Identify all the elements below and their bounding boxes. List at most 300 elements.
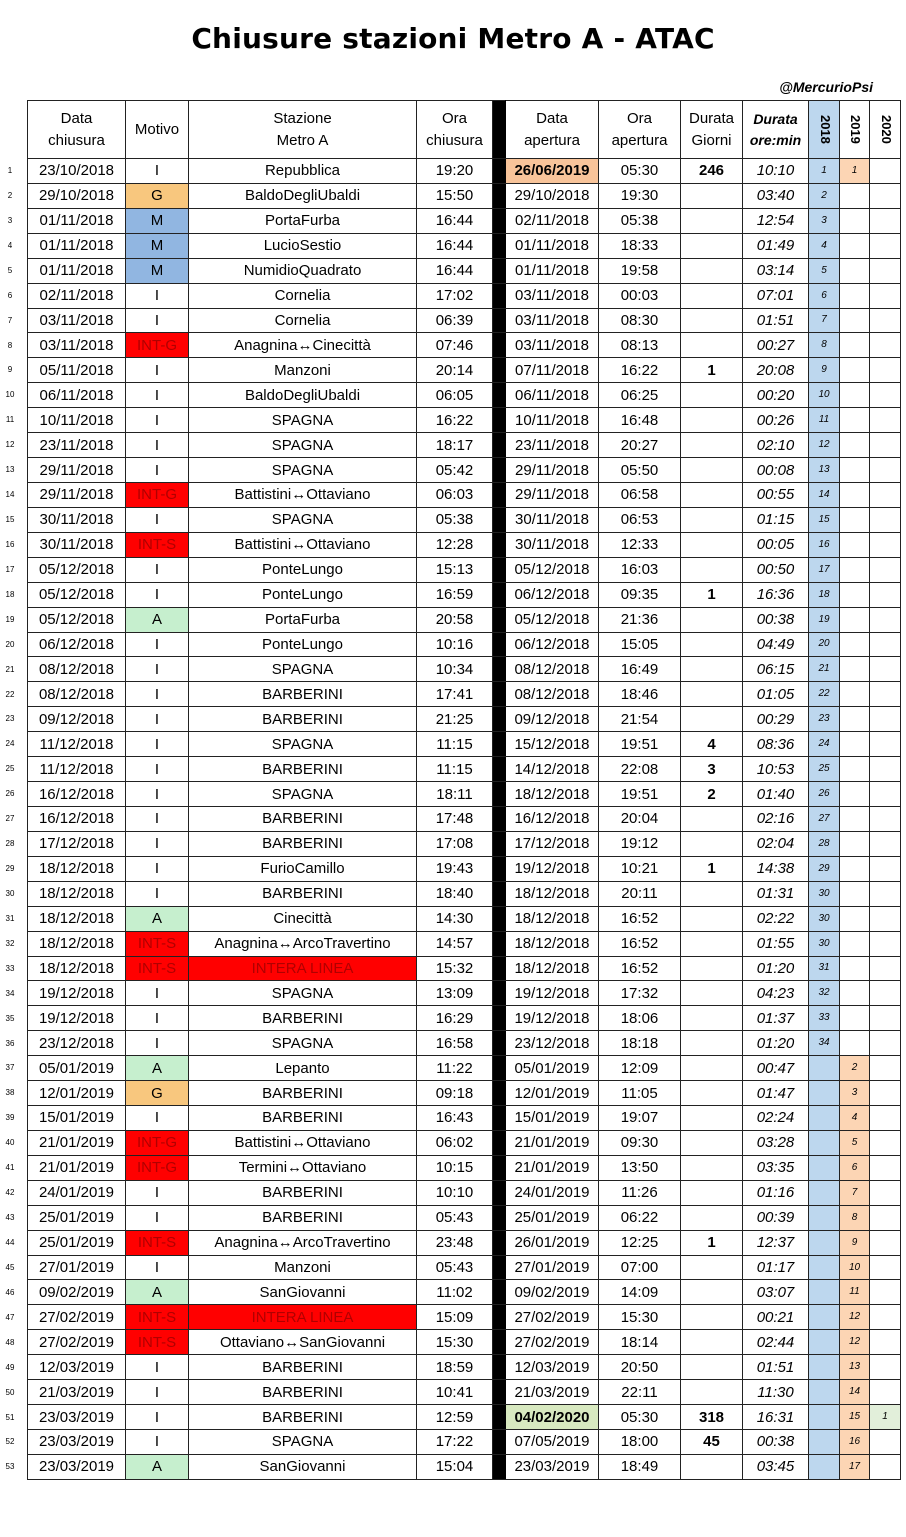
row-number: 37 bbox=[5, 1063, 15, 1073]
duration-hours-cell: 03:28 bbox=[743, 1130, 809, 1155]
column-separator bbox=[493, 1106, 506, 1131]
opening-time-cell: 18:06 bbox=[599, 1006, 681, 1031]
duration-days-cell bbox=[681, 1056, 743, 1081]
count-2019-cell: 11 bbox=[840, 1280, 870, 1305]
count-2020-cell bbox=[870, 1056, 901, 1081]
table-row bbox=[28, 1230, 901, 1255]
closing-date-cell: 18/12/2018 bbox=[28, 956, 126, 981]
opening-time-cell: 11:05 bbox=[599, 1081, 681, 1106]
count-2019-cell bbox=[840, 258, 870, 283]
table-row bbox=[28, 906, 901, 931]
count-2019-cell bbox=[840, 782, 870, 807]
closing-time-cell: 17:41 bbox=[417, 682, 493, 707]
row-number: 51 bbox=[5, 1412, 15, 1422]
station-cell: BARBERINI bbox=[189, 1081, 417, 1106]
closing-date-cell: 03/11/2018 bbox=[28, 308, 126, 333]
count-2019-cell bbox=[840, 358, 870, 383]
table-row bbox=[28, 1255, 901, 1280]
count-2019-cell: 12 bbox=[840, 1305, 870, 1330]
count-2019-cell bbox=[840, 757, 870, 782]
author-credit: @MercurioPsi bbox=[779, 79, 873, 95]
reason-cell: I bbox=[126, 1430, 189, 1455]
closing-time-cell: 18:59 bbox=[417, 1355, 493, 1380]
header-data-apertura: Data apertura bbox=[506, 101, 599, 159]
opening-time-cell: 16:49 bbox=[599, 657, 681, 682]
closing-date-cell: 19/12/2018 bbox=[28, 981, 126, 1006]
column-separator bbox=[493, 1405, 506, 1430]
count-2018-cell: 23 bbox=[809, 707, 840, 732]
count-2018-cell: 1 bbox=[809, 159, 840, 184]
column-separator bbox=[493, 183, 506, 208]
opening-date-cell: 17/12/2018 bbox=[506, 831, 599, 856]
column-separator bbox=[493, 1355, 506, 1380]
column-separator bbox=[493, 208, 506, 233]
column-separator bbox=[493, 1081, 506, 1106]
table-row bbox=[28, 1081, 901, 1106]
count-2019-cell: 9 bbox=[840, 1230, 870, 1255]
opening-date-cell: 18/12/2018 bbox=[506, 906, 599, 931]
table-row bbox=[28, 1155, 901, 1180]
opening-date-cell: 08/12/2018 bbox=[506, 682, 599, 707]
count-2019-cell bbox=[840, 881, 870, 906]
row-number: 24 bbox=[5, 739, 15, 749]
count-2018-cell: 17 bbox=[809, 557, 840, 582]
column-separator bbox=[493, 806, 506, 831]
opening-date-cell: 12/01/2019 bbox=[506, 1081, 599, 1106]
column-separator bbox=[493, 507, 506, 532]
opening-date-cell: 23/11/2018 bbox=[506, 433, 599, 458]
closing-date-cell: 15/01/2019 bbox=[28, 1106, 126, 1131]
closing-time-cell: 15:09 bbox=[417, 1305, 493, 1330]
closing-date-cell: 30/11/2018 bbox=[28, 532, 126, 557]
opening-date-cell: 12/03/2019 bbox=[506, 1355, 599, 1380]
opening-date-cell: 05/01/2019 bbox=[506, 1056, 599, 1081]
reason-cell: I bbox=[126, 782, 189, 807]
table-row bbox=[28, 682, 901, 707]
duration-hours-cell: 00:05 bbox=[743, 532, 809, 557]
opening-time-cell: 09:35 bbox=[599, 582, 681, 607]
table-row bbox=[28, 283, 901, 308]
duration-hours-cell: 00:55 bbox=[743, 482, 809, 507]
count-2020-cell: 1 bbox=[870, 1405, 901, 1430]
station-cell: BARBERINI bbox=[189, 1380, 417, 1405]
opening-time-cell: 20:50 bbox=[599, 1355, 681, 1380]
station-cell: PonteLungo bbox=[189, 582, 417, 607]
table-row bbox=[28, 1405, 901, 1430]
column-separator bbox=[493, 482, 506, 507]
count-2018-cell: 30 bbox=[809, 881, 840, 906]
closing-date-cell: 29/11/2018 bbox=[28, 482, 126, 507]
count-2020-cell bbox=[870, 1031, 901, 1056]
opening-time-cell: 18:14 bbox=[599, 1330, 681, 1355]
count-2019-cell: 17 bbox=[840, 1454, 870, 1479]
duration-days-cell bbox=[681, 906, 743, 931]
count-2020-cell bbox=[870, 1130, 901, 1155]
count-2020-cell bbox=[870, 283, 901, 308]
opening-date-cell: 30/11/2018 bbox=[506, 507, 599, 532]
reason-cell: I bbox=[126, 358, 189, 383]
count-2019-cell bbox=[840, 333, 870, 358]
table-row bbox=[28, 782, 901, 807]
row-number: 15 bbox=[5, 515, 15, 525]
count-2020-cell bbox=[870, 1305, 901, 1330]
count-2018-cell bbox=[809, 1430, 840, 1455]
count-2020-cell bbox=[870, 507, 901, 532]
row-number: 3 bbox=[7, 215, 13, 225]
duration-days-cell: 1 bbox=[681, 358, 743, 383]
station-cell: Lepanto bbox=[189, 1056, 417, 1081]
column-separator bbox=[493, 682, 506, 707]
column-separator bbox=[493, 582, 506, 607]
closing-date-cell: 05/12/2018 bbox=[28, 607, 126, 632]
table-row bbox=[28, 233, 901, 258]
opening-date-cell: 03/11/2018 bbox=[506, 333, 599, 358]
duration-days-cell: 318 bbox=[681, 1405, 743, 1430]
count-2018-cell: 15 bbox=[809, 507, 840, 532]
count-2019-cell: 12 bbox=[840, 1330, 870, 1355]
station-cell: BARBERINI bbox=[189, 757, 417, 782]
duration-days-cell bbox=[681, 657, 743, 682]
duration-hours-cell: 04:49 bbox=[743, 632, 809, 657]
station-cell: Repubblica bbox=[189, 159, 417, 184]
opening-date-cell: 03/11/2018 bbox=[506, 308, 599, 333]
station-cell: BARBERINI bbox=[189, 1106, 417, 1131]
station-cell: BARBERINI bbox=[189, 831, 417, 856]
table-row bbox=[28, 1031, 901, 1056]
count-2018-cell: 11 bbox=[809, 408, 840, 433]
duration-hours-cell: 01:31 bbox=[743, 881, 809, 906]
count-2020-cell bbox=[870, 632, 901, 657]
count-2019-cell bbox=[840, 482, 870, 507]
column-separator bbox=[493, 1205, 506, 1230]
row-number: 4 bbox=[7, 240, 13, 250]
closing-time-cell: 23:48 bbox=[417, 1230, 493, 1255]
opening-date-cell: 30/11/2018 bbox=[506, 532, 599, 557]
header-ora-chiusura: Ora chiusura bbox=[417, 101, 493, 159]
column-separator bbox=[493, 1255, 506, 1280]
column-separator bbox=[493, 458, 506, 483]
reason-cell: A bbox=[126, 1056, 189, 1081]
station-cell: SPAGNA bbox=[189, 782, 417, 807]
closing-date-cell: 25/01/2019 bbox=[28, 1205, 126, 1230]
count-2020-cell bbox=[870, 1430, 901, 1455]
row-number: 38 bbox=[5, 1088, 15, 1098]
opening-time-cell: 09:30 bbox=[599, 1130, 681, 1155]
station-cell: BARBERINI bbox=[189, 1405, 417, 1430]
count-2019-cell: 13 bbox=[840, 1355, 870, 1380]
closing-date-cell: 03/11/2018 bbox=[28, 333, 126, 358]
count-2018-cell: 30 bbox=[809, 931, 840, 956]
opening-date-cell: 06/12/2018 bbox=[506, 582, 599, 607]
count-2019-cell: 7 bbox=[840, 1180, 870, 1205]
count-2020-cell bbox=[870, 782, 901, 807]
count-2020-cell bbox=[870, 208, 901, 233]
count-2020-cell bbox=[870, 1006, 901, 1031]
closing-time-cell: 16:44 bbox=[417, 233, 493, 258]
opening-time-cell: 13:50 bbox=[599, 1155, 681, 1180]
count-2019-cell bbox=[840, 981, 870, 1006]
opening-date-cell: 16/12/2018 bbox=[506, 806, 599, 831]
reason-cell: I bbox=[126, 1106, 189, 1131]
row-number: 39 bbox=[5, 1113, 15, 1123]
duration-days-cell bbox=[681, 532, 743, 557]
row-number: 30 bbox=[5, 888, 15, 898]
row-number: 7 bbox=[7, 315, 13, 325]
table-row bbox=[28, 1330, 901, 1355]
row-number: 23 bbox=[5, 714, 15, 724]
station-cell: BARBERINI bbox=[189, 806, 417, 831]
duration-days-cell: 1 bbox=[681, 582, 743, 607]
row-number: 25 bbox=[5, 764, 15, 774]
station-cell: BARBERINI bbox=[189, 881, 417, 906]
count-2020-cell bbox=[870, 408, 901, 433]
closing-time-cell: 19:43 bbox=[417, 856, 493, 881]
column-separator bbox=[493, 607, 506, 632]
count-2020-cell bbox=[870, 732, 901, 757]
duration-days-cell bbox=[681, 1355, 743, 1380]
header-ora-apertura: Ora apertura bbox=[599, 101, 681, 159]
duration-days-cell bbox=[681, 308, 743, 333]
column-separator bbox=[493, 881, 506, 906]
closing-date-cell: 27/02/2019 bbox=[28, 1330, 126, 1355]
row-number: 13 bbox=[5, 465, 15, 475]
count-2020-cell bbox=[870, 358, 901, 383]
opening-date-cell: 04/02/2020 bbox=[506, 1405, 599, 1430]
opening-time-cell: 06:25 bbox=[599, 383, 681, 408]
column-separator bbox=[493, 233, 506, 258]
count-2018-cell: 24 bbox=[809, 732, 840, 757]
count-2019-cell: 3 bbox=[840, 1081, 870, 1106]
duration-days-cell bbox=[681, 1380, 743, 1405]
reason-cell: I bbox=[126, 283, 189, 308]
count-2020-cell bbox=[870, 183, 901, 208]
duration-days-cell bbox=[681, 1006, 743, 1031]
opening-date-cell: 29/10/2018 bbox=[506, 183, 599, 208]
table-row bbox=[28, 1454, 901, 1479]
closing-time-cell: 15:13 bbox=[417, 557, 493, 582]
row-number: 34 bbox=[5, 988, 15, 998]
opening-time-cell: 15:05 bbox=[599, 632, 681, 657]
opening-time-cell: 08:13 bbox=[599, 333, 681, 358]
column-separator bbox=[493, 333, 506, 358]
table-row bbox=[28, 1355, 901, 1380]
count-2018-cell: 19 bbox=[809, 607, 840, 632]
closing-time-cell: 06:03 bbox=[417, 482, 493, 507]
row-number: 11 bbox=[5, 415, 15, 425]
duration-hours-cell: 12:54 bbox=[743, 208, 809, 233]
closures-table bbox=[27, 100, 901, 1480]
closing-date-cell: 01/11/2018 bbox=[28, 208, 126, 233]
opening-time-cell: 07:00 bbox=[599, 1255, 681, 1280]
row-number: 22 bbox=[5, 689, 15, 699]
duration-hours-cell: 06:15 bbox=[743, 657, 809, 682]
opening-time-cell: 18:33 bbox=[599, 233, 681, 258]
table-row bbox=[28, 632, 901, 657]
opening-date-cell: 27/02/2019 bbox=[506, 1305, 599, 1330]
opening-time-cell: 05:30 bbox=[599, 159, 681, 184]
duration-days-cell bbox=[681, 557, 743, 582]
table-row bbox=[28, 707, 901, 732]
row-number: 16 bbox=[5, 539, 15, 549]
table-row bbox=[28, 1180, 901, 1205]
duration-days-cell bbox=[681, 507, 743, 532]
table-row bbox=[28, 557, 901, 582]
station-cell: SPAGNA bbox=[189, 433, 417, 458]
count-2019-cell bbox=[840, 208, 870, 233]
count-2019-cell: 6 bbox=[840, 1155, 870, 1180]
count-2019-cell bbox=[840, 906, 870, 931]
station-cell: NumidioQuadrato bbox=[189, 258, 417, 283]
opening-date-cell: 21/03/2019 bbox=[506, 1380, 599, 1405]
count-2019-cell bbox=[840, 383, 870, 408]
count-2019-cell bbox=[840, 233, 870, 258]
count-2019-cell bbox=[840, 283, 870, 308]
duration-days-cell bbox=[681, 458, 743, 483]
station-cell: FurioCamillo bbox=[189, 856, 417, 881]
station-cell: PortaFurba bbox=[189, 607, 417, 632]
closing-time-cell: 10:15 bbox=[417, 1155, 493, 1180]
station-cell: SPAGNA bbox=[189, 408, 417, 433]
duration-days-cell: 246 bbox=[681, 159, 743, 184]
row-number: 45 bbox=[5, 1262, 15, 1272]
column-separator bbox=[493, 632, 506, 657]
count-2018-cell bbox=[809, 1305, 840, 1330]
duration-days-cell bbox=[681, 981, 743, 1006]
duration-days-cell bbox=[681, 333, 743, 358]
count-2019-cell: 16 bbox=[840, 1430, 870, 1455]
column-separator bbox=[493, 1454, 506, 1479]
station-cell: BARBERINI bbox=[189, 707, 417, 732]
closing-time-cell: 20:14 bbox=[417, 358, 493, 383]
table-row bbox=[28, 582, 901, 607]
reason-cell: I bbox=[126, 1405, 189, 1430]
opening-time-cell: 20:04 bbox=[599, 806, 681, 831]
station-cell: SPAGNA bbox=[189, 1031, 417, 1056]
station-cell: Termini↔Ottaviano bbox=[189, 1155, 417, 1180]
table-row bbox=[28, 881, 901, 906]
reason-cell: I bbox=[126, 308, 189, 333]
duration-hours-cell: 20:08 bbox=[743, 358, 809, 383]
closing-date-cell: 18/12/2018 bbox=[28, 881, 126, 906]
opening-date-cell: 05/12/2018 bbox=[506, 557, 599, 582]
station-cell: PortaFurba bbox=[189, 208, 417, 233]
station-cell: BaldoDegliUbaldi bbox=[189, 183, 417, 208]
closing-date-cell: 06/11/2018 bbox=[28, 383, 126, 408]
count-2018-cell: 4 bbox=[809, 233, 840, 258]
count-2018-cell: 13 bbox=[809, 458, 840, 483]
table-row bbox=[28, 757, 901, 782]
table-row bbox=[28, 1130, 901, 1155]
opening-date-cell: 15/12/2018 bbox=[506, 732, 599, 757]
row-number: 52 bbox=[5, 1437, 15, 1447]
station-cell: BARBERINI bbox=[189, 1006, 417, 1031]
row-number: 10 bbox=[5, 390, 15, 400]
closing-date-cell: 05/12/2018 bbox=[28, 557, 126, 582]
row-number: 48 bbox=[5, 1337, 15, 1347]
opening-time-cell: 16:52 bbox=[599, 956, 681, 981]
reason-cell: I bbox=[126, 1031, 189, 1056]
count-2019-cell bbox=[840, 1006, 870, 1031]
table-row bbox=[28, 1006, 901, 1031]
opening-time-cell: 12:09 bbox=[599, 1056, 681, 1081]
station-cell: Manzoni bbox=[189, 358, 417, 383]
row-number: 5 bbox=[7, 265, 13, 275]
closing-date-cell: 23/03/2019 bbox=[28, 1405, 126, 1430]
duration-days-cell bbox=[681, 831, 743, 856]
duration-days-cell bbox=[681, 183, 743, 208]
closing-time-cell: 14:57 bbox=[417, 931, 493, 956]
count-2020-cell bbox=[870, 433, 901, 458]
closing-time-cell: 12:28 bbox=[417, 532, 493, 557]
column-separator bbox=[493, 1305, 506, 1330]
count-2020-cell bbox=[870, 582, 901, 607]
header-motivo: Motivo bbox=[126, 101, 189, 159]
closing-date-cell: 21/01/2019 bbox=[28, 1155, 126, 1180]
closing-time-cell: 20:58 bbox=[417, 607, 493, 632]
closing-date-cell: 16/12/2018 bbox=[28, 782, 126, 807]
row-number: 53 bbox=[5, 1462, 15, 1472]
opening-time-cell: 06:58 bbox=[599, 482, 681, 507]
column-separator bbox=[493, 1330, 506, 1355]
reason-cell: INT-S bbox=[126, 1230, 189, 1255]
count-2018-cell: 30 bbox=[809, 906, 840, 931]
closing-time-cell: 14:30 bbox=[417, 906, 493, 931]
closing-time-cell: 15:04 bbox=[417, 1454, 493, 1479]
count-2020-cell bbox=[870, 1380, 901, 1405]
closing-time-cell: 16:44 bbox=[417, 208, 493, 233]
station-cell: Manzoni bbox=[189, 1255, 417, 1280]
duration-hours-cell: 01:51 bbox=[743, 1355, 809, 1380]
station-cell: SanGiovanni bbox=[189, 1280, 417, 1305]
closing-date-cell: 12/03/2019 bbox=[28, 1355, 126, 1380]
count-2018-cell: 22 bbox=[809, 682, 840, 707]
count-2018-cell: 29 bbox=[809, 856, 840, 881]
duration-hours-cell: 03:45 bbox=[743, 1454, 809, 1479]
station-cell: INTERA LINEA bbox=[189, 956, 417, 981]
duration-days-cell: 2 bbox=[681, 782, 743, 807]
opening-time-cell: 08:30 bbox=[599, 308, 681, 333]
closing-date-cell: 02/11/2018 bbox=[28, 283, 126, 308]
closing-time-cell: 09:18 bbox=[417, 1081, 493, 1106]
opening-time-cell: 18:49 bbox=[599, 1454, 681, 1479]
row-number: 29 bbox=[5, 864, 15, 874]
count-2020-cell bbox=[870, 757, 901, 782]
duration-days-cell bbox=[681, 1180, 743, 1205]
count-2020-cell bbox=[870, 707, 901, 732]
row-number: 40 bbox=[5, 1138, 15, 1148]
reason-cell: I bbox=[126, 806, 189, 831]
column-separator bbox=[493, 757, 506, 782]
column-separator bbox=[493, 408, 506, 433]
count-2020-cell bbox=[870, 159, 901, 184]
count-2019-cell bbox=[840, 458, 870, 483]
count-2019-cell bbox=[840, 582, 870, 607]
column-separator bbox=[493, 657, 506, 682]
column-separator bbox=[493, 856, 506, 881]
count-2018-cell bbox=[809, 1280, 840, 1305]
count-2018-cell: 5 bbox=[809, 258, 840, 283]
duration-hours-cell: 04:23 bbox=[743, 981, 809, 1006]
reason-cell: I bbox=[126, 831, 189, 856]
closing-time-cell: 19:20 bbox=[417, 159, 493, 184]
opening-date-cell: 26/06/2019 bbox=[506, 159, 599, 184]
opening-date-cell: 10/11/2018 bbox=[506, 408, 599, 433]
closing-date-cell: 23/03/2019 bbox=[28, 1430, 126, 1455]
count-2018-cell: 2 bbox=[809, 183, 840, 208]
count-2020-cell bbox=[870, 981, 901, 1006]
count-2020-cell bbox=[870, 1454, 901, 1479]
count-2020-cell bbox=[870, 1355, 901, 1380]
